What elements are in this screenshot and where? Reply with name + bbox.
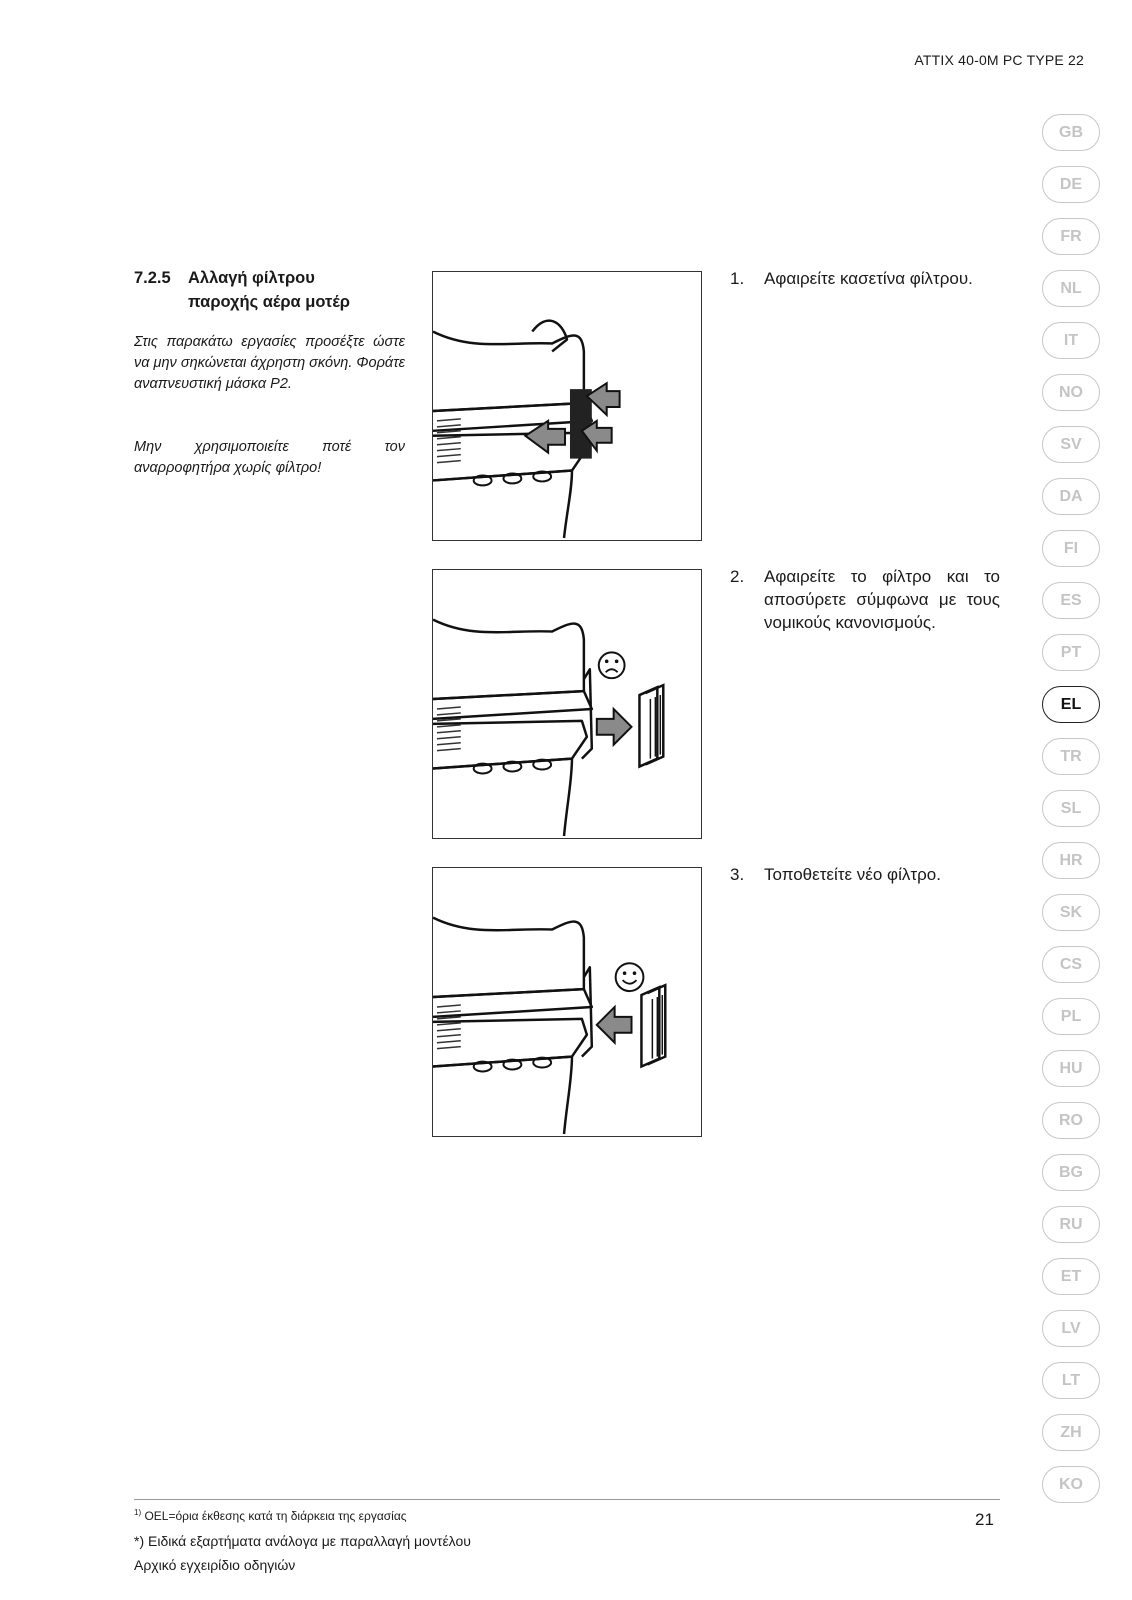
safety-note: Στις παρακάτω εργασίες προσέξτε ώστε να μην σηκώνεται άχρηστη σκόνη. Φοράτε αναπνευστική μάσκα P2.: [134, 334, 405, 392]
section-heading: [134, 266, 394, 314]
language-tab-ro[interactable]: RO: [1042, 1102, 1100, 1139]
language-tab-da[interactable]: DA: [1042, 478, 1100, 515]
language-tab-pt[interactable]: PT: [1042, 634, 1100, 671]
language-tab-lt[interactable]: LT: [1042, 1362, 1100, 1399]
language-tab-sv[interactable]: SV: [1042, 426, 1100, 463]
language-tab-zh[interactable]: ZH: [1042, 1414, 1100, 1451]
language-tab-ru[interactable]: RU: [1042, 1206, 1100, 1243]
step-1: [730, 267, 1000, 290]
language-tab-ko[interactable]: KO: [1042, 1466, 1100, 1503]
step-2-number: 2.: [730, 567, 745, 586]
step-2-text: Αφαιρείτε το φίλτρο και το αποσύρετε σύμφωνα με τους νομικούς κανονισμούς.: [764, 567, 1000, 632]
footnote: [134, 1508, 407, 1523]
step-3-number: 3.: [730, 865, 745, 884]
language-tab-sl[interactable]: SL: [1042, 790, 1100, 827]
language-tab-tr[interactable]: TR: [1042, 738, 1100, 775]
section-title-line2: παροχής αέρα μοτέρ: [188, 293, 351, 311]
language-tab-hu[interactable]: HU: [1042, 1050, 1100, 1087]
language-tab-hr[interactable]: HR: [1042, 842, 1100, 879]
language-tab-es[interactable]: ES: [1042, 582, 1100, 619]
step-2: [730, 565, 1000, 634]
manual-label: Αρχικό εγχειρίδιο οδηγιών: [134, 1557, 296, 1573]
step-1-text: Αφαιρείτε κασετίνα φίλτρου.: [764, 269, 973, 288]
language-tab-pl[interactable]: PL: [1042, 998, 1100, 1035]
language-tab-el[interactable]: EL: [1042, 686, 1100, 723]
footnote-mark: 1): [134, 1508, 142, 1517]
language-tab-gb[interactable]: GB: [1042, 114, 1100, 151]
figure-dispose-filter: [432, 569, 702, 839]
step-3-text: Τοποθετείτε νέο φίλτρο.: [764, 865, 941, 884]
page-number: 21: [975, 1510, 994, 1529]
language-tab-nl[interactable]: NL: [1042, 270, 1100, 307]
warning-note: Μην χρησιμοποιείτε ποτέ τον αναρροφητήρα χωρίς φίλτρο!: [134, 439, 405, 476]
language-tab-fi[interactable]: FI: [1042, 530, 1100, 567]
figure-insert-filter: [432, 867, 702, 1137]
language-tab-sk[interactable]: SK: [1042, 894, 1100, 931]
language-tab-no[interactable]: NO: [1042, 374, 1100, 411]
language-tabs: [1042, 114, 1100, 1518]
document-model: ATTIX 40-0M PC TYPE 22: [914, 52, 1084, 68]
language-tab-fr[interactable]: FR: [1042, 218, 1100, 255]
language-tab-de[interactable]: DE: [1042, 166, 1100, 203]
language-tab-et[interactable]: ET: [1042, 1258, 1100, 1295]
figure-remove-cassette: [432, 271, 702, 541]
language-tab-cs[interactable]: CS: [1042, 946, 1100, 983]
section-number: 7.2.5: [134, 269, 171, 287]
language-tab-bg[interactable]: BG: [1042, 1154, 1100, 1191]
language-tab-lv[interactable]: LV: [1042, 1310, 1100, 1347]
footer-divider: [134, 1499, 1000, 1500]
language-tab-it[interactable]: IT: [1042, 322, 1100, 359]
footnote-text: OEL=όρια έκθεσης κατά τη διάρκεια της εργασίας: [144, 1509, 407, 1523]
step-1-number: 1.: [730, 269, 745, 288]
step-3: [730, 863, 1000, 886]
accessories-note: *) Ειδικά εξαρτήματα ανάλογα με παραλλαγή μοντέλου: [134, 1533, 471, 1549]
section-title-line1: Αλλαγή φίλτρου: [188, 269, 315, 287]
